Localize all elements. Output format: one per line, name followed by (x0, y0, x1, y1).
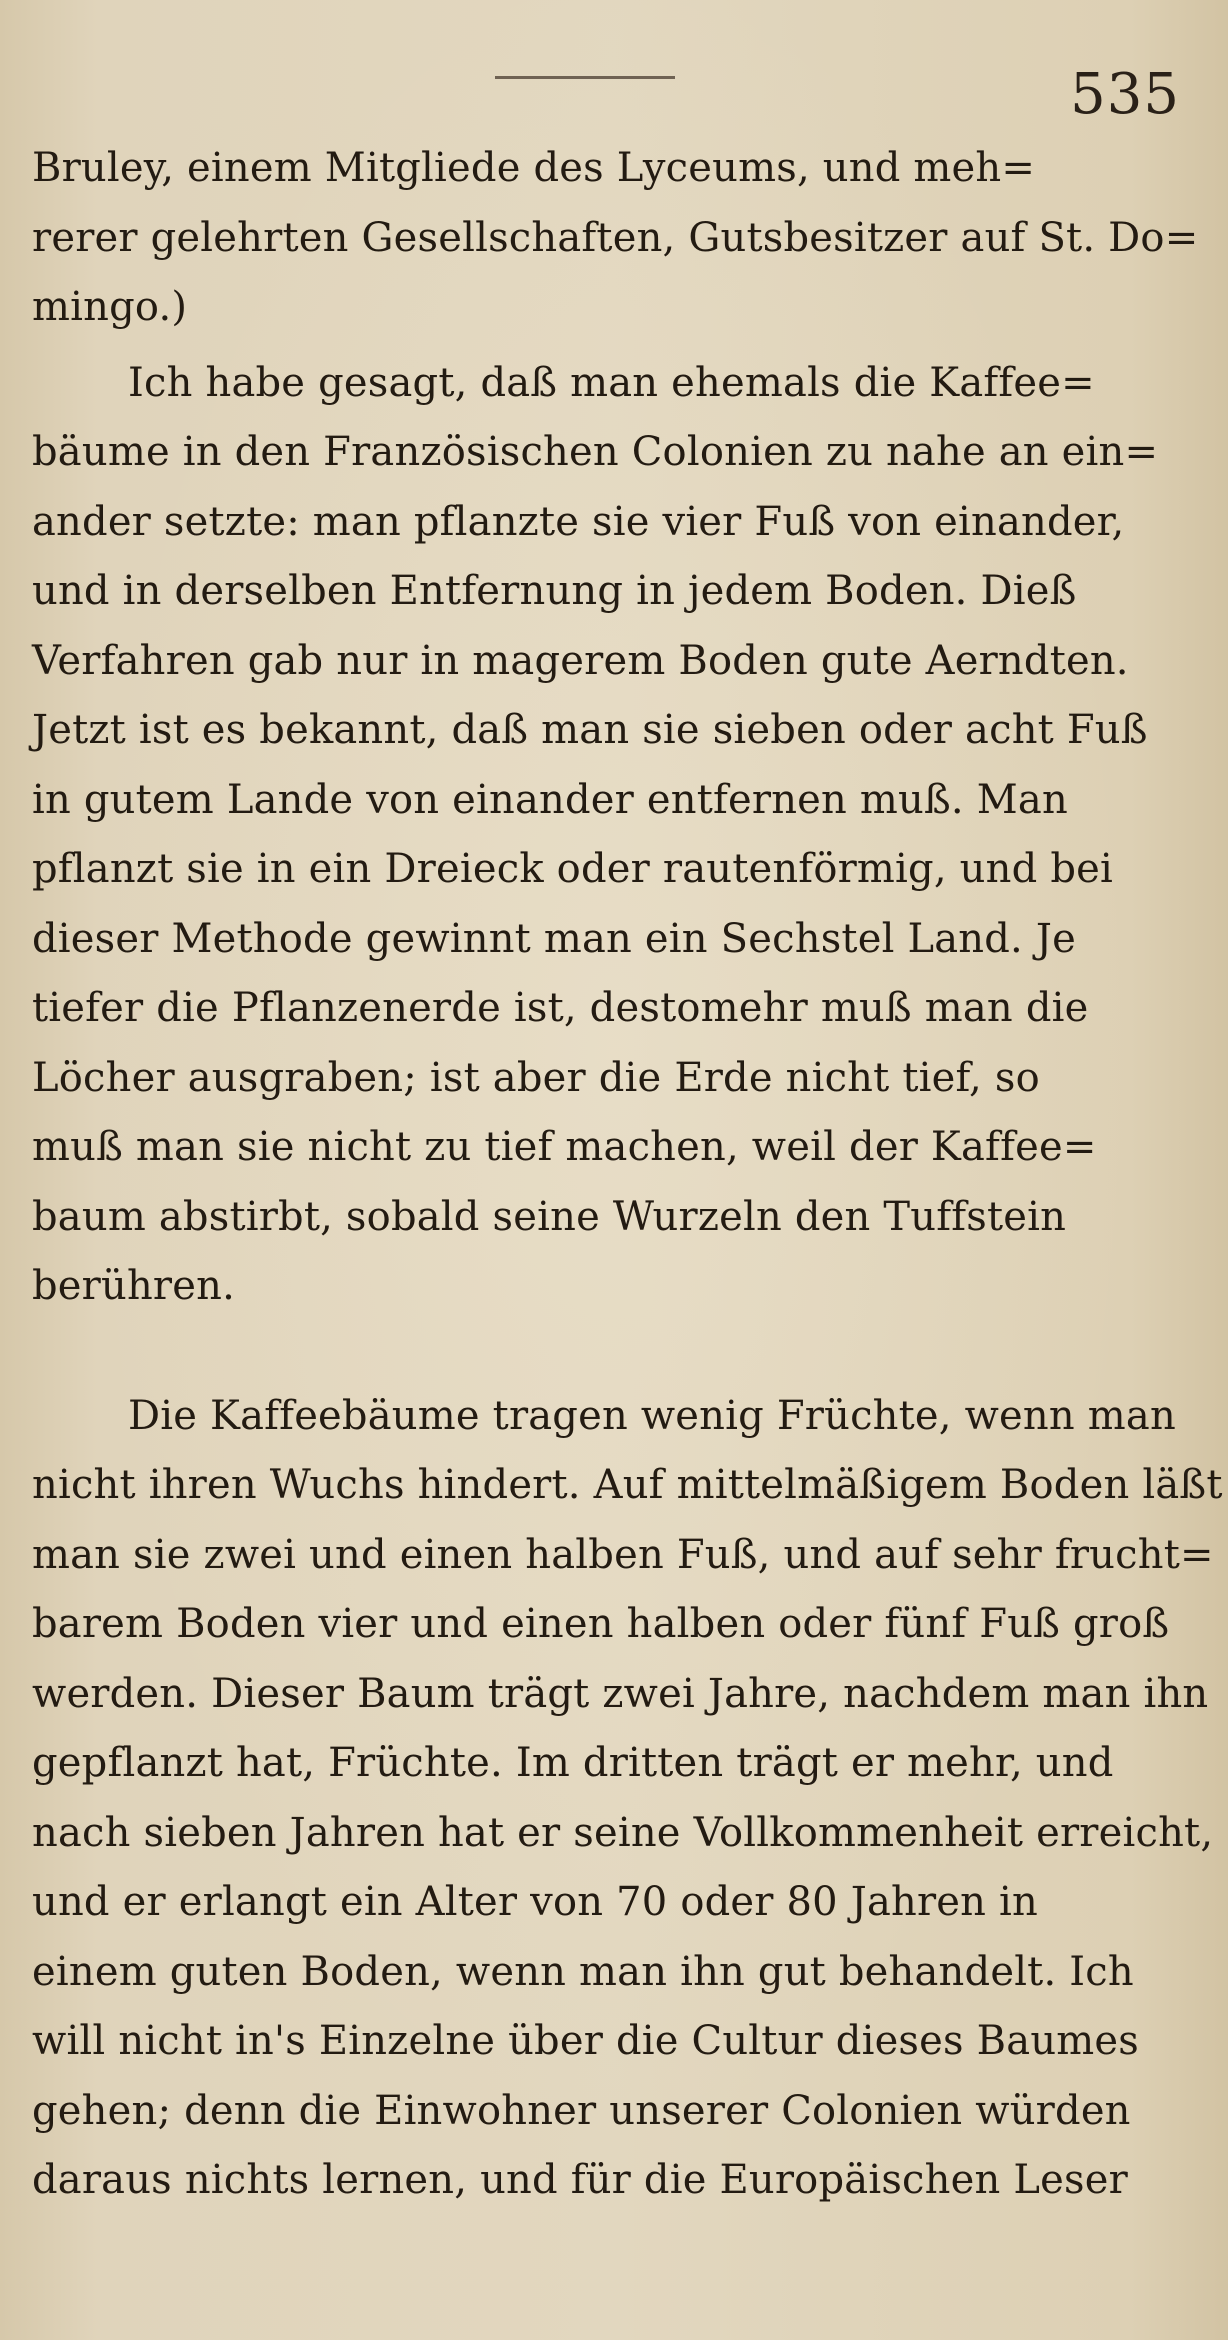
text-line: muß man sie nicht zu tief machen, weil der Kaffee= (32, 1124, 1097, 1170)
text-line: nicht ihren Wuchs hindert. Auf mittelmäßigem Boden läßt (32, 1462, 1223, 1508)
text-line: und er erlangt ein Alter von 70 oder 80 Jahren in (32, 1879, 1038, 1925)
text-line: Ich habe gesagt, daß man ehemals die Kaffee= (128, 359, 1095, 406)
text-line: einem guten Boden, wenn man ihn gut behandelt. Ich (32, 1948, 1134, 1995)
text-line: barem Boden vier und einen halben oder fünf Fuß groß (32, 1601, 1170, 1647)
text-line: dieser Methode gewinnt man ein Sechstel Land. Je (32, 915, 1076, 962)
text-line: mingo.) (32, 284, 188, 330)
text-line: nach sieben Jahren hat er seine Vollkommenheit erreicht, (32, 1809, 1214, 1856)
text-line: rerer gelehrten Gesellschaften, Gutsbesitzer auf St. Do= (32, 214, 1199, 261)
text-line: gehen; denn die Einwohner unserer Colonien würden (32, 2087, 1131, 2134)
text-line: berühren. (32, 1263, 235, 1309)
text-line: in gutem Lande von einander entfernen muß. Man (32, 776, 1068, 823)
text-line: bäume in den Französischen Colonien zu nahe an ein= (32, 429, 1159, 475)
text-line: man sie zwei und einen halben Fuß, und auf sehr frucht= (32, 1531, 1214, 1578)
text-line: Verfahren gab nur in magerem Boden gute Aerndten. (32, 637, 1129, 684)
text-line: und in derselben Entfernung in jedem Boden. Dieß (32, 568, 1077, 614)
header-rule (495, 76, 675, 79)
paragraph (32, 1382, 1223, 2216)
text-line: Löcher ausgraben; ist aber die Erde nicht tief, so (32, 1054, 1040, 1101)
text-line: tiefer die Pflanzenerde ist, destomehr muß man die (32, 985, 1089, 1031)
paragraph (32, 134, 1199, 343)
text-line: will nicht in's Einzelne über die Cultur dieses Baumes (32, 2018, 1140, 2064)
text-line: werden. Dieser Baum trägt zwei Jahre, nachdem man ihn (32, 1670, 1209, 1717)
text-line: Bruley, einem Mitgliede des Lyceums, und meh= (32, 145, 1036, 191)
page-text (32, 134, 1223, 2216)
text-line: ander setzte: man pflanzte sie vier Fuß von einander, (32, 498, 1125, 545)
text-line: daraus nichts lernen, und für die Europäischen Leser (32, 2157, 1128, 2203)
text-line: pflanzt sie in ein Dreieck oder rautenförmig, und bei (32, 846, 1113, 892)
text-line: gepflanzt hat, Früchte. Im dritten trägt er mehr, und (32, 1740, 1114, 1786)
text-line: baum abstirbt, sobald seine Wurzeln den Tuffstein (32, 1193, 1067, 1240)
text-line: Jetzt ist es bekannt, daß man sie sieben oder acht Fuß (32, 707, 1148, 753)
page-number: 535 (1070, 62, 1180, 127)
paragraph (32, 349, 1182, 1322)
text-line: Die Kaffeebäume tragen wenig Früchte, wenn man (128, 1392, 1176, 1439)
